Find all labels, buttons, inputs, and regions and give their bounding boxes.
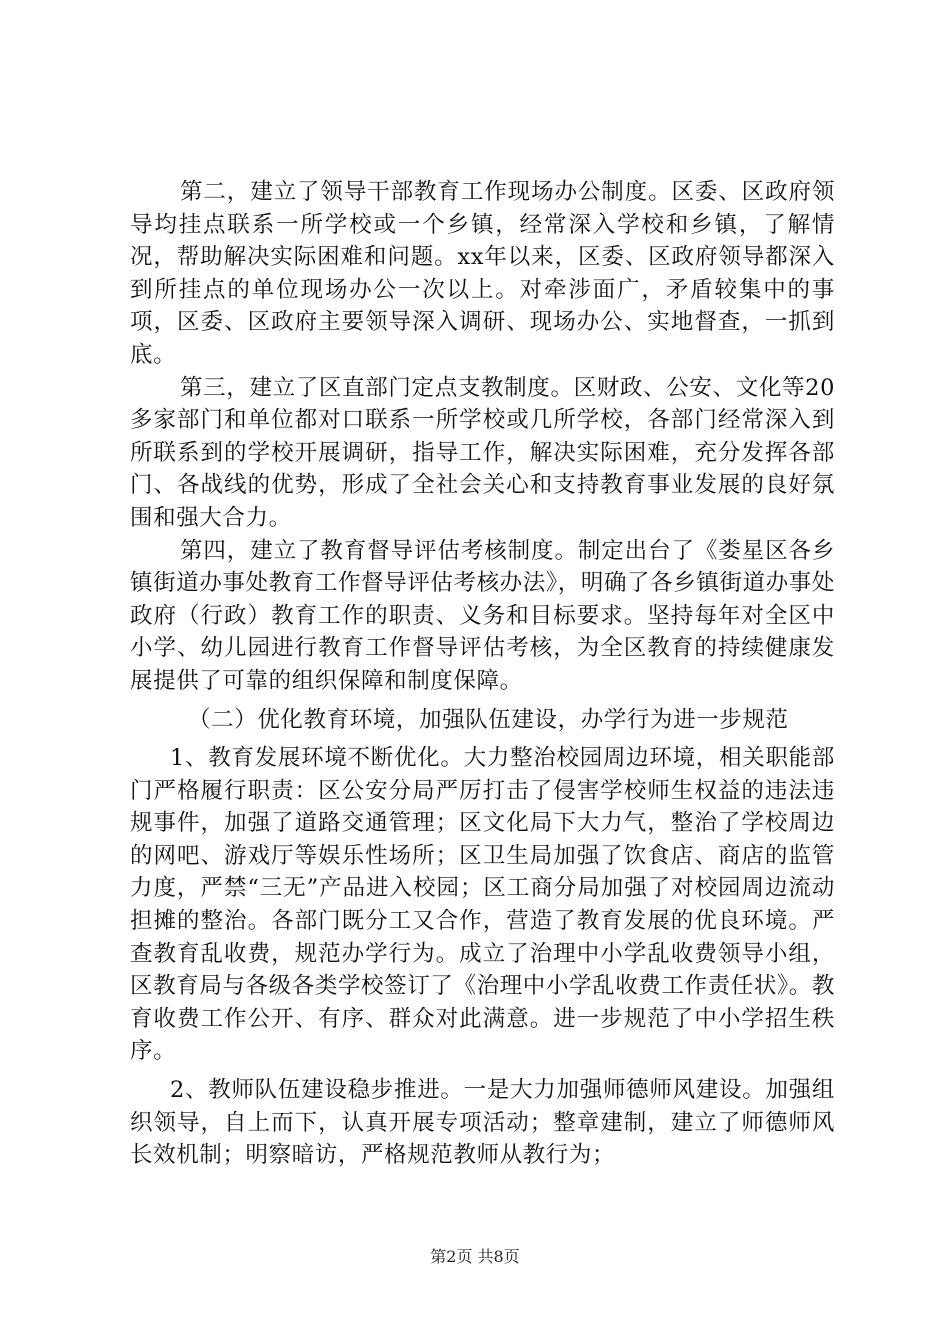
section-heading-environment: （二）优化教育环境，加强队伍建设，办学行为进一步规范 — [188, 706, 789, 733]
paragraph-environment-optimization: 1、教育发展环境不断优化。大力整治校园周边环境，相关职能部门严格履行职责：区公安分局严厉打击了侵害学校师生权益的违法违规事件，加强了道路交通管理；区文化局下大力气，整治了学校周边的网吧、游戏厅等娱乐性场所；区卫生局加强了饮食店、商店的监管力度，严禁“三无”产品进入校园；区工商分局加强了对校园周边流动担摊的整治。各部门既分工又合作，营造了教育发展的优良环境。严查教育乱收费，规范办学行为。成立了治理中小学乱收费领导小组，区教育局与各级各类学校签订了《治理中小学乱收费工作责任状》。教育收费工作公开、有序、群众对此满意。进一步规范了中小学招生秩序。 — [130, 745, 835, 1065]
page-number-footer: 第2页 共8页 — [430, 1247, 520, 1266]
document-body — [130, 176, 835, 1172]
paragraph-department-support-system: 第三，建立了区直部门定点支教制度。区财政、公安、文化等20多家部门和单位都对口联系一所学校或几所学校，各部门经常深入到所联系到的学校开展调研，指导工作，解决实际困难，充分发挥各部门、各战线的优势，形成了全社会关心和支持教育事业发展的良好氛围和强大合力。 — [130, 374, 835, 531]
paragraph-teacher-team-building: 2、教师队伍建设稳步推进。一是大力加强师德师风建设。加强组织领导，自上而下，认真开展专项活动；整章建制，建立了师德师风长效机制；明察暗访，严格规范教师从教行为； — [130, 1077, 835, 1169]
paragraph-leader-office-system: 第二，建立了领导干部教育工作现场办公制度。区委、区政府领导均挂点联系一所学校或一个乡镇，经常深入学校和乡镇，了解情况，帮助解决实际困难和问题。xx年以来，区委、区政府领导都深入到所挂点的单位现场办公一次以上。对牵涉面广，矛盾较集中的事项，区委、区政府主要领导深入调研、现场办公、实地督查，一抓到底。 — [130, 179, 835, 368]
paragraph-inspection-evaluation-system: 第四，建立了教育督导评估考核制度。制定出台了《娄星区各乡镇街道办事处教育工作督导评估考核办法》，明确了各乡镇街道办事处政府（行政）教育工作的职责、义务和目标要求。坚持每年对全区中小学、幼儿园进行教育工作督导评估考核，为全区教育的持续健康发展提供了可靠的组织保障和制度保障。 — [130, 537, 835, 694]
